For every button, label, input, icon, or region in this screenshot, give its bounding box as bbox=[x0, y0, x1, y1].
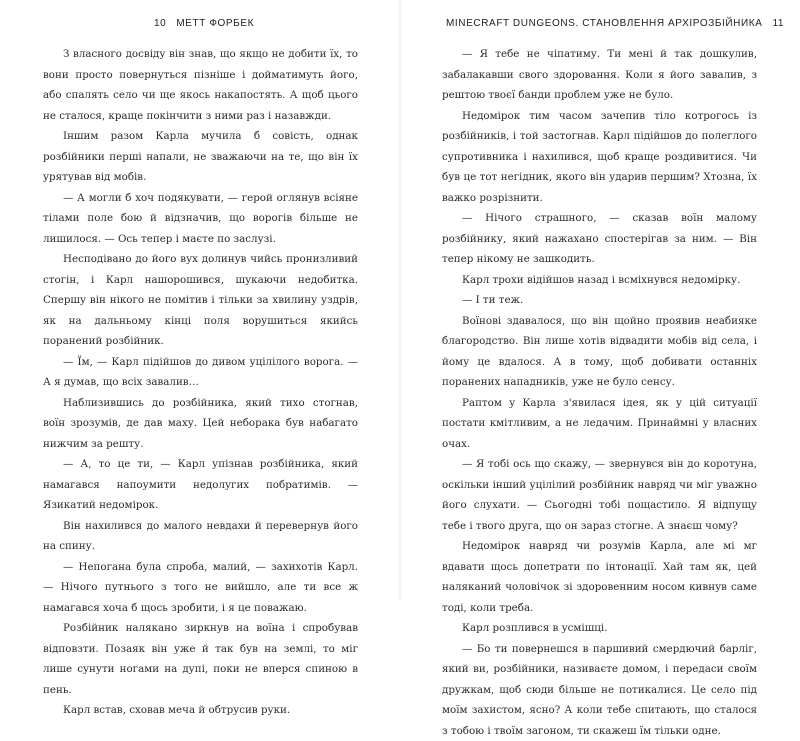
paragraph: Карл встав, сховав меча й обтрусив руки. bbox=[43, 700, 358, 721]
page-number: 10 bbox=[154, 18, 166, 29]
left-page bbox=[0, 0, 400, 600]
running-title: МЕТТ ФОРБЕК bbox=[176, 18, 254, 29]
paragraph: — Непогана була спроба, малий, — захихотів Карл. — Нічого путнього з того не вийшло, але ти все ж намагався хоча б щось зробити, і я це поважаю. bbox=[43, 557, 358, 619]
paragraph: Іншим разом Карла мучила б совість, однак розбійники перші напали, не зважаючи на те, що він їх урятував від мобів. bbox=[43, 126, 358, 188]
running-title: MINECRAFT DUNGEONS. СТАНОВЛЕННЯ АРХІРОЗБІЙНИКА bbox=[446, 18, 762, 29]
page-number: 11 bbox=[772, 18, 784, 29]
paragraph: Воїнові здавалося, що він щойно проявив неабияке благородство. Він лише хотів відвадити мобів від села, і йому це вдалося. А в тому, щоб добивати останніх поранених нападників, уже не було сенсу. bbox=[442, 311, 757, 393]
paragraph: Несподівано до його вух долинув чийсь пронизливий стогін, і Карл нашорошився, шукаючи недобитка. Спершу він нікого не помітив і тільки за хвилину уздрів, як на дальньому кінці поля ворушиться якийсь поранений розбійник. bbox=[43, 249, 358, 352]
left-page-body bbox=[43, 44, 358, 721]
paragraph: Розбійник налякано зиркнув на воїна і спробував відповзти. Позаяк він уже й так був на землі, то міг лише сунути ногами на дупі, поки не вперся спиною в пень. bbox=[43, 618, 358, 700]
paragraph: — А, то це ти, — Карл упізнав розбійника, який намагався напоумити недолугих побратимів. — Язикатий недомірок. bbox=[43, 454, 358, 516]
paragraph: — Нічого страшного, — сказав воїн малому розбійнику, який нажахано спостерігав за ним. — Він тепер нікому не зашкодить. bbox=[442, 208, 757, 270]
paragraph: Раптом у Карла з'явилася ідея, як у цій ситуації постати кмітливим, а не ледачим. Принаймні у власних очах. bbox=[442, 393, 757, 455]
paragraph: — А могли б хоч подякувати, — герой оглянув всіяне тілами поле бою й відзначив, що ворогів більше не лишилося. — Ось тепер і маєте по заслузі. bbox=[43, 188, 358, 250]
paragraph: Наблизившись до розбійника, який тихо стогнав, воїн зрозумів, де дав маху. Цей неборака був набагато нижчим за решту. bbox=[43, 393, 358, 455]
right-page-body bbox=[442, 44, 757, 741]
paragraph: Він нахилився до малого невдахи й перевернув його на спину. bbox=[43, 516, 358, 557]
paragraph: Карл трохи відійшов назад і всміхнувся недомірку. bbox=[442, 270, 757, 291]
paragraph: — Їм, — Карл підійшов до дивом уцілілого ворога. — А я думав, що всіх завалив… bbox=[43, 352, 358, 393]
paragraph: — Я тобі ось що скажу, — звернувся він до коротуна, оскільки інший уцілілий розбійник навряд чи міг уважно його слухати. — Сьогодні тобі пощастило. Я відпущу тебе і твого друга, що он зараз стогне. А знаєш чому? bbox=[442, 454, 757, 536]
paragraph: — І ти теж. bbox=[442, 290, 757, 311]
paragraph: З власного досвіду він знав, що якщо не добити їх, то вони просто повернуться пізніше і дойматимуть його, або спалять село чи ще якось накапостять. А щоб цього не сталося, краще покінчити з ними раз і назавжди. bbox=[43, 44, 358, 126]
paragraph: — Я тебе не чіпатиму. Ти мені й так дошкулив, забалакавши свого здоровання. Коли я його завалив, з рештою твоєї банди проблем уже не було. bbox=[442, 44, 757, 106]
paragraph: Недомірок тим часом зачепив тіло котрогось із розбійників, і той застогнав. Карл підійшов до полеглого супротивника і нахилився, щоб краще роздивитися. Чи був це тот негідник, якого він ударив першим? Хтозна, їх важко розрізнити. bbox=[442, 106, 757, 209]
paragraph: Карл розплився в усмішці. bbox=[442, 618, 757, 639]
right-page-header bbox=[446, 18, 784, 29]
paragraph: Недомірок навряд чи розумів Карла, але мі мг вдавати щось допетрати по інтонації. Хай там як, цей наляканий чоловічок зі здоровенним носом кивнув саме тоді, коли треба. bbox=[442, 536, 757, 618]
left-page-header bbox=[154, 18, 254, 29]
paragraph: — Бо ти повернешся в паршивий смердючий барліг, який ви, розбійники, називаєте домом, і передаси своїм дружкам, щоб сюди більше не потикалися. Це село під моїм захистом, ясно? А коли тебе спитають, що сталося з тобою і твоїм загоном, ти скажеш їм тільки одне. bbox=[442, 639, 757, 741]
right-page bbox=[400, 0, 800, 600]
